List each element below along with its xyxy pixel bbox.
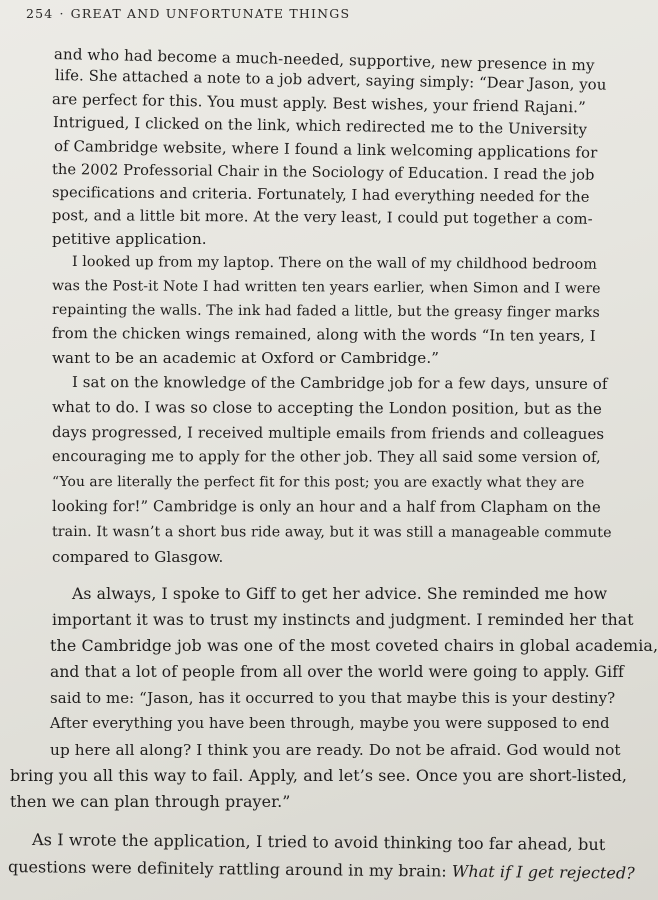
italic-question: What if I get rejected? (451, 861, 635, 883)
text-line: I sat on the knowledge of the Cambridge job for a few days, unsure of (71, 373, 608, 393)
text-line: of Cambridge website, where I found a link welcoming applications for (53, 137, 598, 162)
text-line: encouraging me to apply for the other job. They all said some version of, (51, 448, 601, 466)
text-line: repainting the walls. The ink had faded a little, but the greasy finger marks (51, 302, 600, 321)
text-line: what to do. I was so close to accepting the London position, but as the (51, 398, 602, 418)
text-line: I looked up from my laptop. There on the wall of my childhood bedroom (71, 254, 597, 273)
text-line: important it was to trust my instincts and judgment. I reminded her that (52, 611, 634, 629)
text-line: days progressed, I received multiple emails from friends and colleagues (51, 423, 605, 443)
header-separator: · (59, 6, 65, 21)
text-line: bring you all this way to fail. Apply, and let’s see. Once you are short-listed, (10, 766, 628, 785)
text-line: was the Post-it Note I had written ten years earlier, when Simon and I were (51, 278, 601, 297)
text-line: compared to Glasgow. (52, 548, 224, 566)
text-line: from the chicken wings remained, along with the words “In ten years, I (51, 325, 596, 345)
text-line: As always, I spoke to Giff to get her advice. She reminded me how (72, 584, 608, 603)
running-title: GREAT AND UNFORTUNATE THINGS (70, 6, 351, 21)
text-line: After everything you have been through, maybe you were supposed to end (50, 715, 610, 732)
text-line: looking for!” Cambridge is only an hour and a half from Clapham on the (51, 498, 601, 516)
text-line: up here all along? I think you are ready. Do not be afraid. God would not (50, 741, 621, 759)
text-line: train. It wasn’t a short bus ride away, but it was still a manageable commute (51, 524, 612, 541)
text-line: the Cambridge job was one of the most coveted chairs in global academia, (50, 636, 658, 655)
text-line: post, and a little bit more. At the very least, I could put together a com- (51, 207, 593, 228)
text-line: are perfect for this. You must apply. Best wishes, your friend Rajani.” (51, 90, 586, 117)
text-line: and that a lot of people from all over the world were going to apply. Giff (50, 663, 624, 681)
text-line: As I wrote the application, I tried to avoid thinking too far ahead, but (31, 830, 606, 855)
text-line: “You are literally the perfect fit for this post; you are exactly what they are (51, 474, 585, 491)
running-header (26, 6, 350, 21)
text-line: life. She attached a note to a job advert, saying simply: “Dear Jason, you (54, 67, 607, 94)
text-line: then we can plan through prayer.” (10, 792, 291, 811)
page-number: 254 (26, 6, 54, 21)
text-segment: questions were definitely rattling around in my brain: (7, 857, 447, 881)
text-line: the 2002 Professorial Chair in the Sociology of Education. I read the job (51, 161, 595, 184)
text-line: and who had become a much-needed, supportive, new presence in my (53, 45, 595, 75)
text-line (8, 857, 635, 884)
text-line: specifications and criteria. Fortunately, I had everything needed for the (51, 184, 590, 206)
text-line: Intrigued, I clicked on the link, which redirected me to the University (52, 113, 588, 139)
text-line: said to me: “Jason, has it occurred to you that maybe this is your destiny? (50, 689, 616, 707)
text-line: want to be an academic at Oxford or Cambridge.” (52, 349, 440, 367)
text-line: petitive application. (52, 230, 207, 248)
